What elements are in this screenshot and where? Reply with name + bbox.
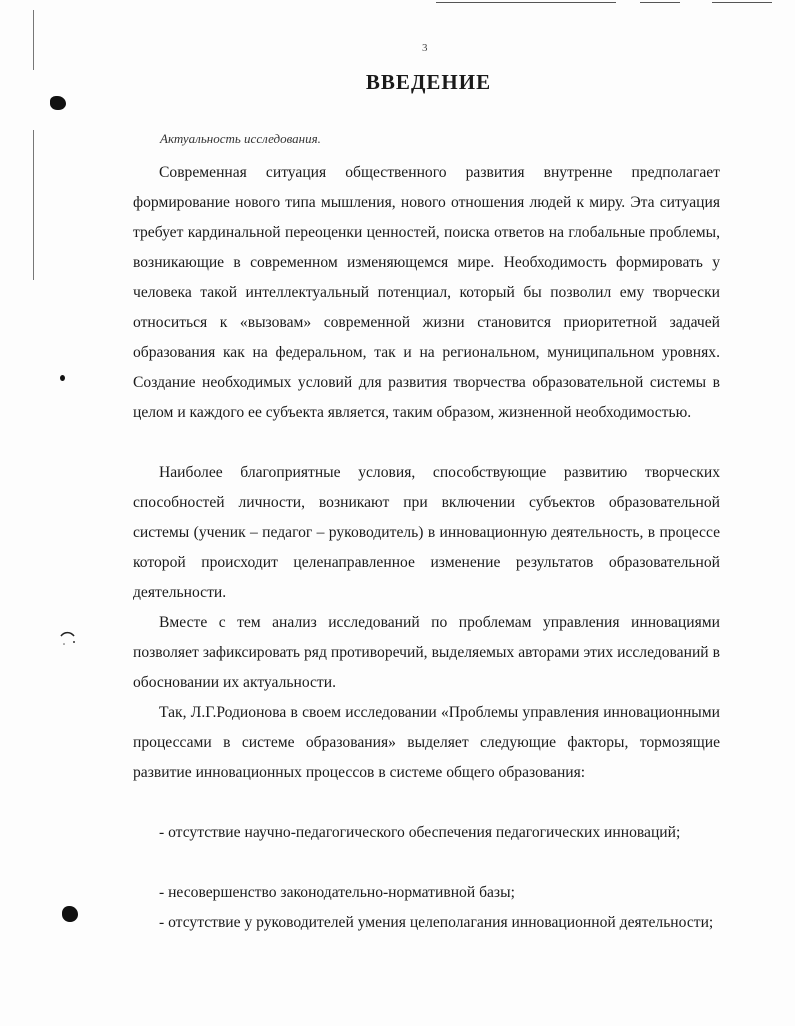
scan-artifact-line — [436, 2, 616, 3]
page-title: ВВЕДЕНИЕ — [365, 70, 492, 94]
section-subheading: Актуальность исследования. — [160, 131, 321, 146]
scan-artifact-line — [640, 2, 680, 3]
paragraph: Так, Л.Г.Родионова в своем исследовании «Проблемы управления инновационными процессами в системе образования» выделяет следующие факторы, тормозящие развитие инновационных процессов в системе общего образования: — [133, 704, 720, 781]
ink-dot — [60, 375, 65, 381]
page-number: 3 — [422, 42, 428, 54]
paragraph: Вместе с тем анализ исследований по проблемам управления инновациями позволяет зафиксировать ряд противоречий, выделяемых авторами этих исследований в обосновании их актуальности. — [133, 614, 720, 691]
scan-artifact-rule — [33, 10, 34, 70]
hole-punch-mark — [62, 906, 78, 922]
hole-punch-mark — [50, 96, 66, 110]
paragraph: Современная ситуация общественного развития внутренне предполагает формирование нового типа мышления, нового отношения людей к миру. Эта ситуация требует кардинальной переоценки ценностей, поиска ответов на глобальные проблемы, возникающие в современном изменяющемся мире. Необходимость формировать у человека такой интеллектуальный потенциал, который бы позволил ему творчески относиться к «вызовам» современной жизни становится приоритетной задачей образования как на федеральном, так и на региональном, муниципальном уровнях. Создание необходимых условий для развития творчества образовательной системы в целом и каждого ее субъекта является, таким образом, жизненной необходимостью. — [133, 164, 720, 421]
scan-artifact-line — [712, 2, 772, 3]
scan-artifact-rule — [33, 130, 34, 280]
list-item: - отсутствие у руководителей умения целеполагания инновационной деятельности; — [159, 914, 714, 931]
binding-hole-outline — [58, 630, 78, 648]
paragraph: Наиболее благоприятные условия, способствующие развитию творческих способностей личности, возникают при включении субъектов образовательной системы (ученик – педагог – руководитель) в инновационную деятельность, в процессе которой происходит целенаправленное изменение результатов образовательной деятельности. — [133, 464, 720, 601]
list-item: - несовершенство законодательно-нормативной базы; — [159, 884, 515, 901]
list-item: - отсутствие научно-педагогического обеспечения педагогических инноваций; — [159, 824, 681, 841]
